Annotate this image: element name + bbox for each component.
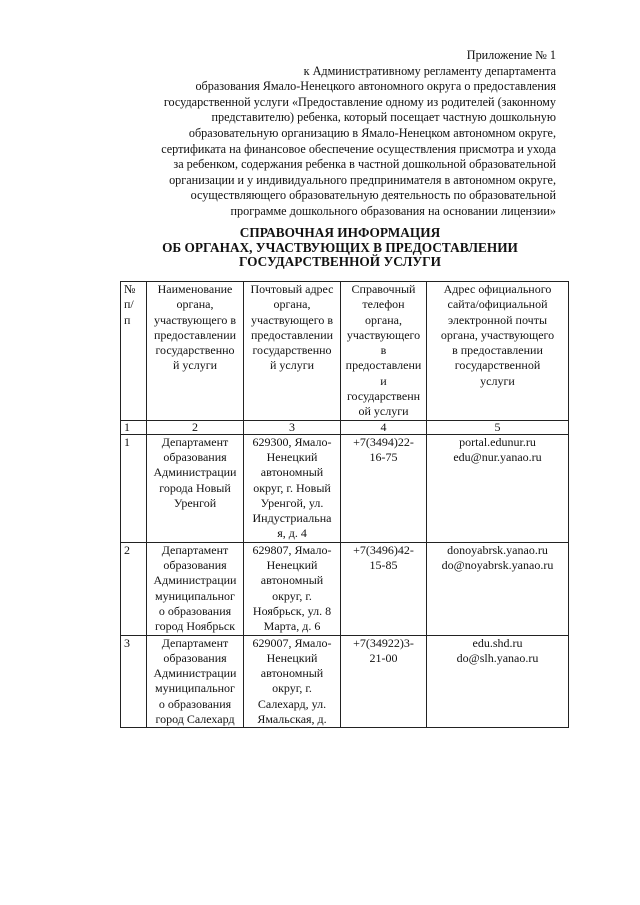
cell-line: Департамент — [161, 434, 229, 449]
website-email-cell — [427, 434, 569, 542]
body-name-cell — [147, 635, 244, 728]
cell-line: 629807, Ямало- — [252, 542, 332, 557]
appendix-line: Приложение № 1 — [466, 48, 556, 62]
cell-line: edu@nur.yanao.ru — [453, 449, 542, 464]
header-text: п — [124, 312, 131, 327]
cell-line: Администрации — [153, 573, 237, 588]
header-text: участвующего — [346, 327, 421, 342]
cell-line: автономный — [260, 465, 324, 480]
header-text: и — [380, 373, 387, 388]
cell-line: округ, г. — [272, 588, 312, 603]
header-text: сайта/официальной — [447, 297, 548, 312]
cell-line: Администрации — [153, 666, 237, 681]
header-text: Почтовый адрес — [250, 282, 334, 296]
cell-line: +7(3494)22- — [353, 434, 414, 449]
cell-line: города Новый — [159, 480, 231, 495]
title-line: СПРАВОЧНАЯ ИНФОРМАЦИЯ — [239, 225, 441, 240]
cell-line: Ненецкий — [266, 449, 318, 464]
cell-line: округ, г. Новый — [253, 480, 331, 495]
table-row — [121, 542, 569, 635]
row-number: 2 — [121, 542, 147, 635]
table-row — [121, 434, 569, 542]
cell-line: do@noyabrsk.yanao.ru — [441, 558, 554, 573]
header-text: й услуги — [269, 358, 315, 373]
cell-line: 15-85 — [369, 558, 398, 573]
cell-line: +7(34922)3- — [353, 635, 414, 650]
header-text: в предоставлении — [452, 343, 543, 358]
column-number: 3 — [244, 420, 341, 434]
header-cell-website — [427, 282, 569, 421]
title-line: ОБ ОРГАНАХ, УЧАСТВУЮЩИХ В ПРЕДОСТАВЛЕНИИ — [162, 239, 518, 255]
header-text: Справочный — [351, 282, 416, 296]
header-text: электронной почты — [447, 312, 548, 327]
cell-line: образования — [163, 650, 227, 665]
cell-line: 629300, Ямало- — [252, 434, 332, 449]
title-line: ГОСУДАРСТВЕННОЙ УСЛУГИ — [239, 254, 441, 270]
header-text: й услуги — [172, 358, 218, 373]
document-title — [120, 226, 560, 270]
appendix-line: образования Ямало-Ненецкого автономного округа о предоставления — [195, 79, 556, 94]
cell-line: Ненецкий — [266, 650, 318, 665]
cell-line: Ноябрьск, ул. 8 — [252, 603, 332, 618]
postal-address-cell — [244, 542, 341, 635]
appendix-note — [118, 48, 556, 220]
header-text: органа, — [176, 297, 214, 312]
header-text: государственно — [252, 343, 332, 358]
cell-line: Ненецкий — [266, 558, 318, 573]
table-row — [121, 635, 569, 728]
header-cell-name — [147, 282, 244, 421]
row-number: 3 — [121, 635, 147, 728]
column-number-row — [121, 420, 569, 434]
phone-cell — [341, 434, 427, 542]
cell-line: Индустриальна — [252, 511, 332, 526]
appendix-line: за ребенком, содержания ребенка в частной дошкольной образовательной — [173, 157, 556, 172]
header-text: органа, — [365, 312, 402, 327]
cell-line: Салехард, ул. — [257, 696, 327, 711]
appendix-line: организации и у индивидуального предпринимателя в автономном округе, — [169, 172, 556, 187]
cell-line: город Салехард — [155, 712, 235, 727]
column-number: 2 — [147, 420, 244, 434]
website-email-cell — [427, 635, 569, 728]
cell-line: автономный — [260, 666, 324, 681]
cell-line: образования — [163, 449, 227, 464]
header-text: государственн — [346, 389, 421, 404]
header-text: участвующего в — [250, 312, 333, 327]
header-text: органа, — [273, 297, 311, 312]
cell-line: Ямальская, д. — [257, 712, 327, 727]
cell-line: Марта, д. 6 — [263, 619, 321, 634]
cell-line: Департамент — [161, 542, 229, 557]
cell-line: образования — [163, 558, 227, 573]
header-text: телефон — [362, 297, 405, 312]
header-text: предоставлении — [250, 327, 334, 342]
body-name-cell — [147, 542, 244, 635]
cell-line: муниципальног — [155, 588, 235, 603]
header-cell-phone — [341, 282, 427, 421]
column-number: 4 — [341, 420, 427, 434]
row-number: 1 — [121, 434, 147, 542]
appendix-line: государственной услуги «Предоставление одному из родителей (законному — [163, 94, 556, 109]
cell-line: Администрации — [153, 465, 237, 480]
phone-cell — [341, 542, 427, 635]
cell-line: Департамент — [161, 635, 229, 650]
header-cell-number — [121, 282, 147, 421]
phone-cell — [341, 635, 427, 728]
cell-line: do@slh.yanao.ru — [456, 650, 539, 665]
appendix-line: образовательную организацию в Ямало-Ненецком автономном округе, — [188, 125, 556, 140]
appendix-line: программе дошкольного образования на основании лицензии» — [230, 203, 556, 218]
header-text: предоставлени — [345, 358, 422, 373]
header-text: № — [124, 282, 136, 296]
header-text: предоставлении — [153, 327, 237, 342]
header-text: ой услуги — [358, 404, 409, 419]
cell-line: Уренгой — [173, 495, 217, 510]
column-number: 1 — [121, 420, 147, 434]
cell-line: +7(3496)42- — [353, 542, 414, 557]
cell-line: округ, г. — [272, 681, 312, 696]
website-email-cell — [427, 542, 569, 635]
cell-line: 21-00 — [369, 650, 398, 665]
header-text: п/ — [124, 297, 134, 312]
appendix-line: осуществляющего образовательную деятельность по образовательной — [190, 188, 556, 203]
body-name-cell — [147, 434, 244, 542]
header-text: участвующего в — [153, 312, 236, 327]
appendix-line: к Административному регламенту департамента — [303, 63, 556, 78]
header-text: Адрес официального — [443, 282, 552, 296]
header-text: государственно — [155, 343, 235, 358]
header-text: органа, участвующего — [440, 327, 555, 342]
cell-line: 16-75 — [369, 449, 398, 464]
postal-address-cell — [244, 635, 341, 728]
cell-line: о образования — [158, 696, 232, 711]
header-text: Наименование — [157, 282, 233, 296]
appendix-line: сертификата на финансовое обеспечение осуществления присмотра и ухода — [161, 141, 556, 156]
bodies-info-table — [120, 281, 569, 728]
header-text: в — [380, 343, 387, 358]
cell-line: donoyabrsk.yanao.ru — [447, 542, 548, 557]
cell-line: я, д. 4 — [277, 526, 307, 541]
cell-line: муниципальног — [155, 681, 235, 696]
cell-line: portal.edunur.ru — [459, 434, 536, 449]
postal-address-cell — [244, 434, 341, 542]
header-cell-address — [244, 282, 341, 421]
cell-line: о образования — [158, 603, 232, 618]
cell-line: автономный — [260, 573, 324, 588]
header-text: государственной — [454, 358, 541, 373]
column-number: 5 — [427, 420, 569, 434]
table-header-row — [121, 282, 569, 421]
cell-line: город Ноябрьск — [154, 619, 236, 634]
appendix-line: представителю) ребенка, который посещает частную дошкольную — [211, 110, 556, 125]
header-text: услуги — [480, 373, 515, 388]
cell-line: 629007, Ямало- — [252, 635, 332, 650]
cell-line: edu.shd.ru — [472, 635, 523, 650]
cell-line: Уренгой, ул. — [260, 495, 324, 510]
